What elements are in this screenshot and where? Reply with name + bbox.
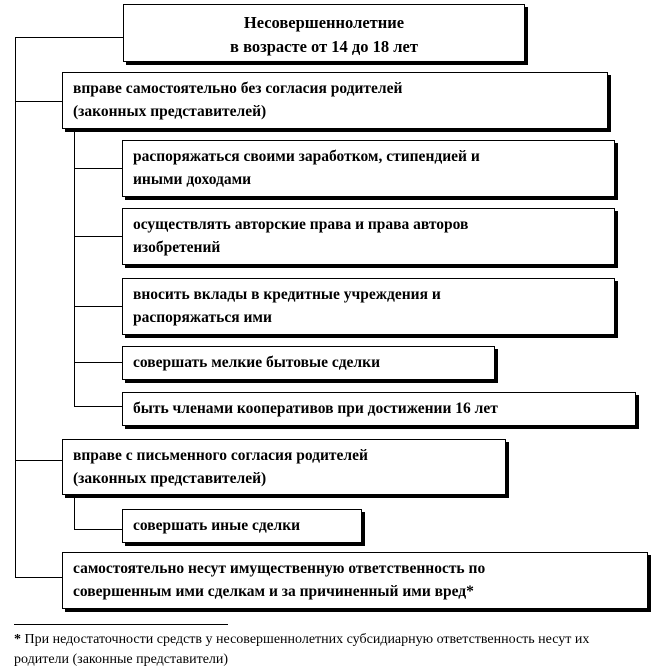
title-box bbox=[123, 4, 525, 62]
item-box-petty-transactions bbox=[122, 346, 495, 380]
footnote-separator bbox=[14, 624, 228, 625]
connector-item-1-5 bbox=[74, 406, 122, 407]
group-2-vertical-connector bbox=[74, 493, 75, 530]
group-1-vertical-connector bbox=[74, 128, 75, 406]
connector-item-1-3 bbox=[74, 306, 122, 307]
item-line-2: иными доходами bbox=[133, 171, 252, 188]
connector-group-3 bbox=[15, 577, 62, 578]
item-line-1: распоряжаться своими заработком, стипендией и bbox=[133, 148, 480, 165]
connector-item-2-1 bbox=[74, 529, 122, 530]
footnote-star: * bbox=[14, 632, 21, 647]
connector-item-1-2 bbox=[74, 236, 122, 237]
item-line-1: совершать иные сделки bbox=[133, 517, 301, 534]
item-line-1: вносить вклады в кредитные учреждения и bbox=[133, 286, 441, 303]
group-label-line-1: вправе самостоятельно без согласия родителей bbox=[73, 80, 403, 97]
item-box-other-transactions bbox=[122, 509, 362, 543]
item-line-1: осуществлять авторские права и права авторов bbox=[133, 216, 469, 233]
item-box-cooperative-members bbox=[122, 392, 636, 426]
title-line-1: Несовершеннолетние bbox=[243, 13, 405, 32]
group-label-line-1: самостоятельно несут имущественную ответственность по bbox=[73, 560, 486, 577]
item-line-2: распоряжаться ими bbox=[133, 309, 272, 326]
item-box-deposits bbox=[122, 278, 615, 335]
main-vertical-connector bbox=[15, 37, 16, 578]
item-line-1: совершать мелкие бытовые сделки bbox=[133, 354, 380, 371]
title-line-2: в возрасте от 14 до 18 лет bbox=[230, 37, 418, 56]
group-box-written-consent bbox=[62, 439, 506, 495]
connector-group-1 bbox=[15, 101, 62, 102]
item-line-1: быть членами кооперативов при достижении 16 лет bbox=[133, 400, 498, 417]
item-box-copyright bbox=[122, 208, 615, 265]
footnote bbox=[14, 630, 644, 670]
group-box-without-consent bbox=[62, 72, 608, 129]
connector-item-1-1 bbox=[74, 168, 122, 169]
footnote-text: При недостаточности средств у несовершеннолетних субсидиарную ответственность несут их родители (законные представители) bbox=[14, 632, 590, 667]
group-label-line-1: вправе с письменного согласия родителей bbox=[73, 447, 368, 464]
group-label-line-2: (законных представителей) bbox=[73, 103, 267, 120]
group-box-property-liability bbox=[62, 552, 648, 609]
item-box-dispose-earnings bbox=[122, 140, 615, 197]
item-line-2: изобретений bbox=[133, 239, 221, 256]
connector-item-1-4 bbox=[74, 362, 122, 363]
group-label-line-2: совершенным ими сделкам и за причиненный ими вред* bbox=[73, 583, 474, 600]
connector-title bbox=[15, 37, 124, 38]
connector-group-2 bbox=[15, 460, 62, 461]
group-label-line-2: (законных представителей) bbox=[73, 470, 267, 487]
